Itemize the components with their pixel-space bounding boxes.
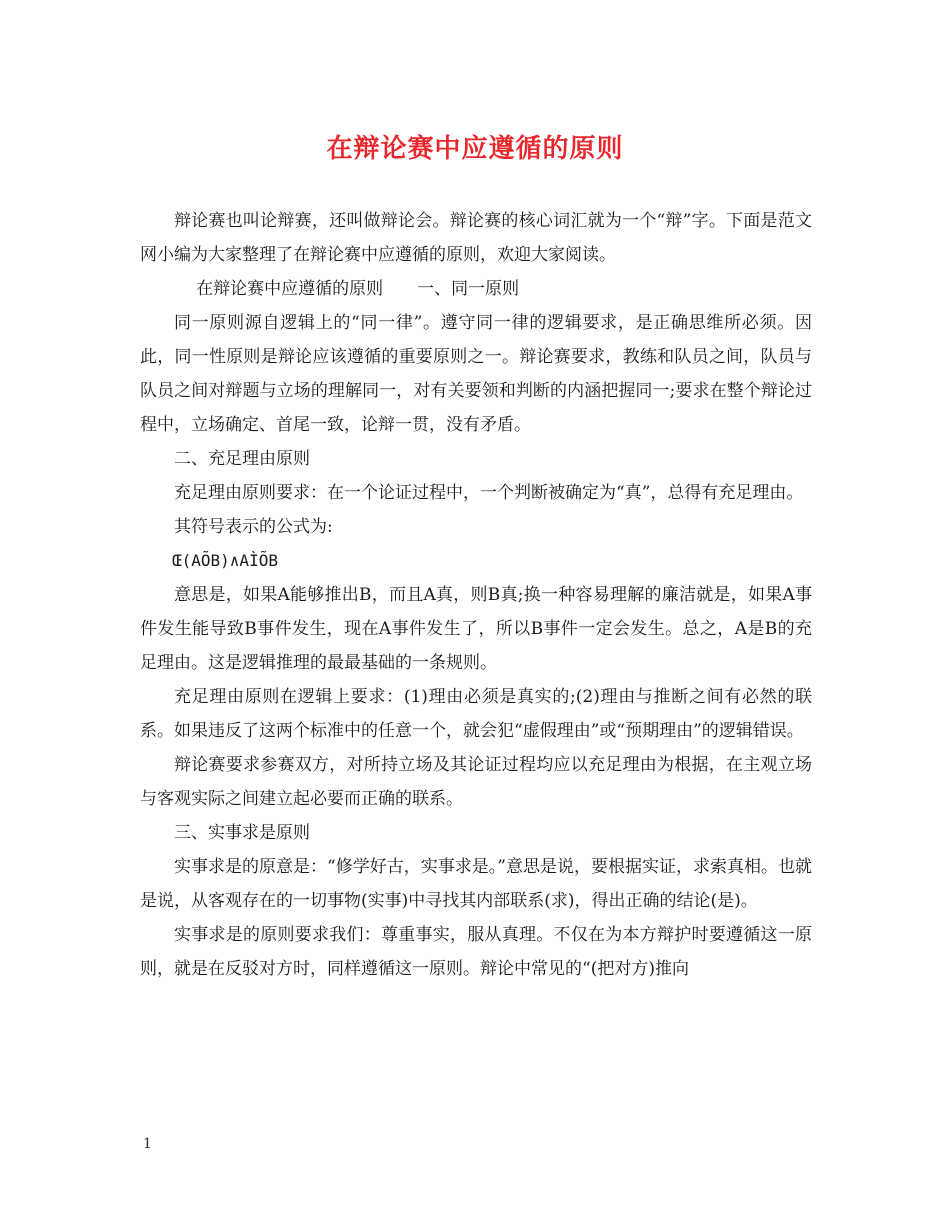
section-heading-sufficient-reason: 二、充足理由原则 [174,449,310,469]
paragraph-seek-truth-meaning: 实事求是的原意是：“修学好古，实事求是。”意思是说，要根据实证，求索真相。也就是说，从客观存在的一切事物(实事)中寻找其内部联系(求)，得出正确的结论(是)。 [140,857,812,911]
paragraph-formula-intro: 其符号表示的公式为: [174,517,333,537]
section-heading-identity: 在辩论赛中应遵循的原则 一、同一原则 [196,279,520,299]
section-heading-seek-truth: 三、实事求是原则 [174,823,310,843]
formula-line: Œ(AÕB)∧AÌÕB [172,551,278,570]
paragraph-sufficient-reason-requirement: 充足理由原则要求：在一个论证过程中，一个判断被确定为“真”，总得有充足理由。 [174,483,804,503]
document-body [140,204,812,986]
paragraph-intro: 辩论赛也叫论辩赛，还叫做辩论会。辩论赛的核心词汇就为一个“辩”字。下面是范文网小编为大家整理了在辩论赛中应遵循的原则，欢迎大家阅读。 [140,211,812,265]
paragraph-seek-truth-requirement: 实事求是的原则要求我们：尊重事实，服从真理。不仅在为本方辩护时要遵循这一原则，就是在反驳对方时，同样遵循这一原则。辩论中常见的“(把对方)推向 [140,925,812,979]
paragraph-formula-meaning: 意思是，如果A能够推出B，而且A真，则B真;换一种容易理解的廉洁就是，如果A事件发生能导致B事件发生，现在A事件发生了，所以B事件一定会发生。总之，A是B的充足理由。这是逻辑推理的最最基础的一条规则。 [140,585,812,673]
paragraph-identity-principle: 同一原则源自逻辑上的“同一律”。遵守同一律的逻辑要求，是正确思维所必须。因此，同一性原则是辩论应该遵循的重要原则之一。辩论赛要求，教练和队员之间，队员与队员之间对辩题与立场的理解同一，对有关要领和判断的内涵把握同一;要求在整个辩论过程中，立场确定、首尾一致，论辩一贯，没有矛盾。 [140,313,812,435]
paragraph-logical-requirements: 充足理由原则在逻辑上要求：(1)理由必须是真实的;(2)理由与推断之间有必然的联系。如果违反了这两个标准中的任意一个，就会犯“虚假理由”或“预期理由”的逻辑错误。 [140,687,812,741]
document-title: 在辩论赛中应遵循的原则 [326,134,624,164]
page-number: 1 [143,1136,152,1152]
paragraph-debate-requirement: 辩论赛要求参赛双方，对所持立场及其论证过程均应以充足理由为根据，在主观立场与客观实际之间建立起必要而正确的联系。 [140,755,812,809]
